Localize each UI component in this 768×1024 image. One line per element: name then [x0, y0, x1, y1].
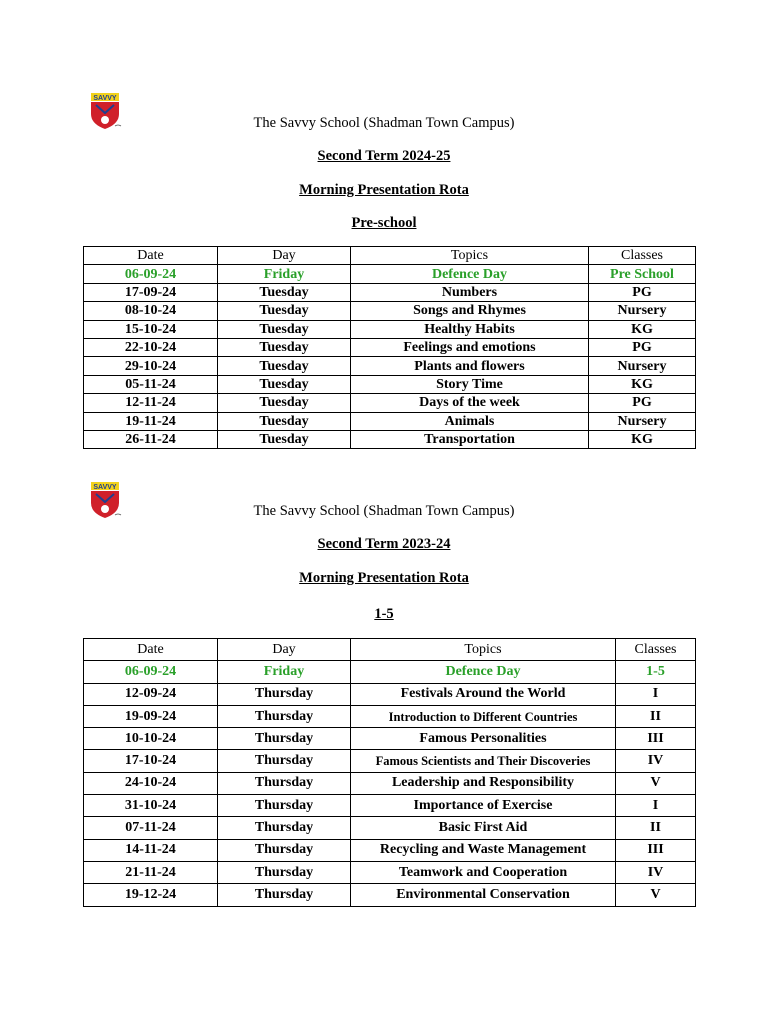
- svg-text:SAVVY: SAVVY: [93, 95, 117, 102]
- table-row: [84, 338, 696, 356]
- cell-topic: Songs and Rhymes: [351, 302, 589, 320]
- cell-day: Thursday: [218, 728, 351, 750]
- table-row: [84, 884, 696, 906]
- cell-day: Thursday: [218, 772, 351, 794]
- table-row: [84, 750, 696, 772]
- table-row: [84, 375, 696, 393]
- cell-class: Pre School: [589, 265, 696, 283]
- col-classes: Classes: [616, 639, 696, 661]
- table-row: [84, 705, 696, 727]
- cell-day: Tuesday: [218, 394, 351, 412]
- cell-day: Tuesday: [218, 283, 351, 301]
- cell-class: V: [616, 884, 696, 906]
- table-row: [84, 320, 696, 338]
- cell-class: V: [616, 772, 696, 794]
- cell-topic: Story Time: [351, 375, 589, 393]
- cell-date: 14-11-24: [84, 839, 218, 861]
- cell-class: PG: [589, 283, 696, 301]
- cell-date: 29-10-24: [84, 357, 218, 375]
- cell-class: I: [616, 795, 696, 817]
- cell-topic: Plants and flowers: [351, 357, 589, 375]
- cell-date: 05-11-24: [84, 375, 218, 393]
- cell-day: Thursday: [218, 795, 351, 817]
- term-title: Second Term 2023-24: [317, 536, 451, 552]
- cell-day: Thursday: [218, 817, 351, 839]
- cell-class: I: [616, 683, 696, 705]
- cell-date: 26-11-24: [84, 430, 218, 448]
- col-classes: Classes: [589, 247, 696, 265]
- cell-day: Friday: [218, 265, 351, 283]
- cell-class: Nursery: [589, 302, 696, 320]
- cell-day: Thursday: [218, 861, 351, 883]
- cell-topic: Defence Day: [351, 265, 589, 283]
- school-name: The Savvy School (Shadman Town Campus): [253, 503, 515, 519]
- cell-day: Thursday: [218, 683, 351, 705]
- cell-date: 08-10-24: [84, 302, 218, 320]
- cell-date: 06-09-24: [84, 265, 218, 283]
- cell-class: KG: [589, 320, 696, 338]
- cell-day: Thursday: [218, 839, 351, 861]
- cell-day: Thursday: [218, 705, 351, 727]
- table-row: [84, 772, 696, 794]
- cell-topic: Basic First Aid: [351, 817, 616, 839]
- cell-topic: Leadership and Responsibility: [351, 772, 616, 794]
- svg-text:SAVVY: SAVVY: [93, 484, 117, 491]
- cell-day: Thursday: [218, 884, 351, 906]
- table-row: [84, 795, 696, 817]
- cell-date: 12-11-24: [84, 394, 218, 412]
- table-header: [84, 639, 696, 661]
- cell-date: 07-11-24: [84, 817, 218, 839]
- table-row: [84, 683, 696, 705]
- cell-topic: Animals: [351, 412, 589, 430]
- col-date: Date: [84, 639, 218, 661]
- cell-topic: Feelings and emotions: [351, 338, 589, 356]
- cell-topic: Famous Personalities: [351, 728, 616, 750]
- cell-topic: Famous Scientists and Their Discoveries: [351, 750, 616, 772]
- cell-topic: Festivals Around the World: [351, 683, 616, 705]
- cell-day: Tuesday: [218, 412, 351, 430]
- cell-date: 19-12-24: [84, 884, 218, 906]
- cell-topic: Transportation: [351, 430, 589, 448]
- cell-topic: Environmental Conservation: [351, 884, 616, 906]
- cell-day: Tuesday: [218, 302, 351, 320]
- cell-date: 19-09-24: [84, 705, 218, 727]
- cell-day: Tuesday: [218, 320, 351, 338]
- cell-date: 22-10-24: [84, 338, 218, 356]
- cell-class: II: [616, 705, 696, 727]
- cell-class: IV: [616, 750, 696, 772]
- group-title: 1-5: [374, 606, 394, 622]
- group-title: Pre-school: [351, 215, 417, 231]
- table-row: [84, 861, 696, 883]
- cell-class: PG: [589, 338, 696, 356]
- cell-topic: Introduction to Different Countries: [351, 705, 616, 727]
- table-row: [84, 412, 696, 430]
- term-title: Second Term 2024-25: [317, 148, 451, 164]
- col-day: Day: [218, 639, 351, 661]
- cell-day: Tuesday: [218, 375, 351, 393]
- table-row: [84, 302, 696, 320]
- cell-class: Nursery: [589, 412, 696, 430]
- cell-day: Tuesday: [218, 430, 351, 448]
- rota-title: Morning Presentation Rota: [299, 570, 469, 586]
- cell-class: III: [616, 728, 696, 750]
- cell-class: KG: [589, 430, 696, 448]
- cell-date: 19-11-24: [84, 412, 218, 430]
- cell-topic: Teamwork and Cooperation: [351, 861, 616, 883]
- cell-topic: Importance of Exercise: [351, 795, 616, 817]
- cell-date: 15-10-24: [84, 320, 218, 338]
- col-topics: Topics: [351, 639, 616, 661]
- col-date: Date: [84, 247, 218, 265]
- cell-class: III: [616, 839, 696, 861]
- cell-topic: Recycling and Waste Management: [351, 839, 616, 861]
- cell-class: KG: [589, 375, 696, 393]
- cell-date: 21-11-24: [84, 861, 218, 883]
- cell-date: 17-09-24: [84, 283, 218, 301]
- rota-table-preschool: [83, 246, 696, 449]
- table-row: [84, 661, 696, 683]
- cell-class: II: [616, 817, 696, 839]
- school-name: The Savvy School (Shadman Town Campus): [253, 115, 515, 131]
- cell-class: IV: [616, 861, 696, 883]
- rota-table-1-5: [83, 638, 696, 907]
- table-row: [84, 283, 696, 301]
- table-row: [84, 817, 696, 839]
- cell-date: 06-09-24: [84, 661, 218, 683]
- table-row: [84, 357, 696, 375]
- cell-date: 10-10-24: [84, 728, 218, 750]
- cell-date: 31-10-24: [84, 795, 218, 817]
- cell-topic: Numbers: [351, 283, 589, 301]
- rota-title: Morning Presentation Rota: [299, 182, 469, 198]
- cell-class: PG: [589, 394, 696, 412]
- cell-date: 24-10-24: [84, 772, 218, 794]
- cell-day: Tuesday: [218, 338, 351, 356]
- cell-date: 17-10-24: [84, 750, 218, 772]
- table-row: [84, 839, 696, 861]
- table-row: [84, 265, 696, 283]
- cell-topic: Defence Day: [351, 661, 616, 683]
- cell-topic: Days of the week: [351, 394, 589, 412]
- table-row: [84, 430, 696, 448]
- table-header: [84, 247, 696, 265]
- cell-day: Friday: [218, 661, 351, 683]
- col-topics: Topics: [351, 247, 589, 265]
- cell-day: Tuesday: [218, 357, 351, 375]
- table-row: [84, 728, 696, 750]
- cell-topic: Healthy Habits: [351, 320, 589, 338]
- cell-date: 12-09-24: [84, 683, 218, 705]
- cell-day: Thursday: [218, 750, 351, 772]
- cell-class: 1-5: [616, 661, 696, 683]
- cell-class: Nursery: [589, 357, 696, 375]
- col-day: Day: [218, 247, 351, 265]
- table-row: [84, 394, 696, 412]
